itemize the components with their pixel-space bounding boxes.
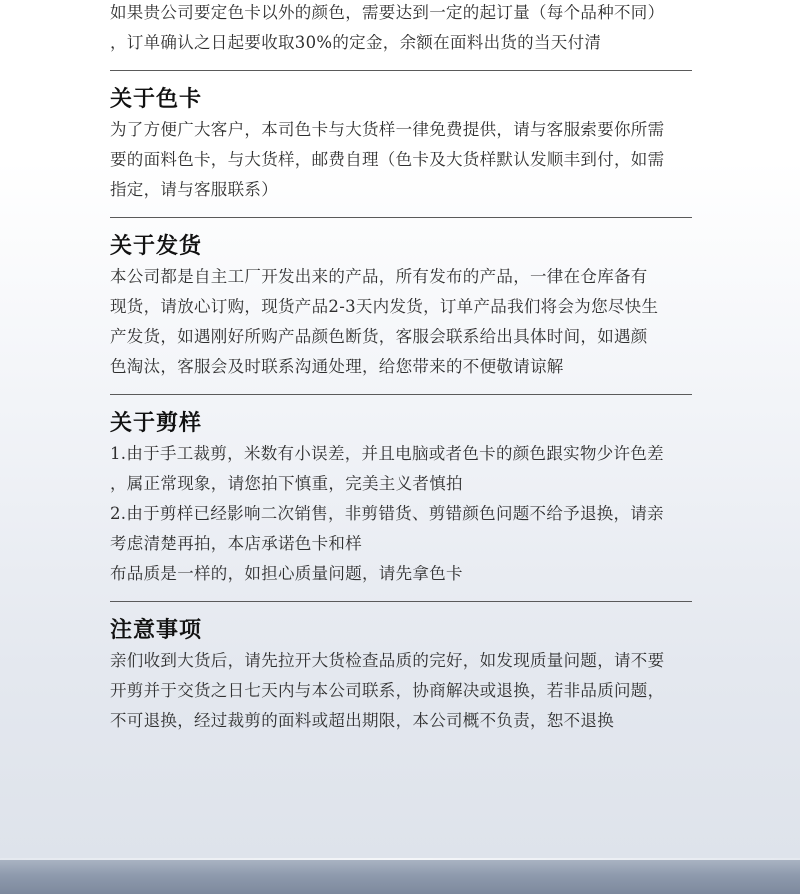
section-title: 注意事项 <box>110 618 203 643</box>
intro-line: 如果贵公司要定色卡以外的颜色，需要达到一定的起订量（每个品种不同） <box>110 3 665 22</box>
section-line: 为了方便广大客户，本司色卡与大货样一律免费提供，请与客服索要你所需 <box>110 120 665 139</box>
section-line: 要的面料色卡，与大货样，邮费自理（色卡及大货样默认发顺丰到付，如需 <box>110 150 665 169</box>
section-shipping <box>110 232 692 382</box>
section-line: 指定，请与客服联系） <box>110 180 278 199</box>
section-line: 考虑清楚再拍，本店承诺色卡和样 <box>110 534 362 553</box>
section-title: 关于色卡 <box>110 87 203 112</box>
section-notes <box>110 616 692 736</box>
section-line: 2.由于剪样已经影响二次销售，非剪错货、剪错颜色问题不给予退换，请亲 <box>110 504 664 523</box>
section-line: 开剪并于交货之日七天内与本公司联系，协商解决或退换，若非品质问题， <box>110 681 665 700</box>
intro-paragraph <box>110 0 692 58</box>
section-line: 布品质是一样的，如担心质量问题，请先拿色卡 <box>110 564 463 583</box>
policy-content <box>110 0 692 736</box>
section-line: 亲们收到大货后，请先拉开大货检查品质的完好，如发现质量问题，请不要 <box>110 651 665 670</box>
section-divider <box>110 217 692 218</box>
section-title: 关于发货 <box>110 234 203 259</box>
section-line: 现货，请放心订购，现货产品2-3天内发货，订单产品我们将会为您尽快生 <box>110 297 659 316</box>
section-line: 不可退换，经过裁剪的面料或超出期限，本公司概不负责，恕不退换 <box>110 711 614 730</box>
section-line: 本公司都是自主工厂开发出来的产品，所有发布的产品，一律在仓库备有 <box>110 267 648 286</box>
section-line: 色淘汰，客服会及时联系沟通处理，给您带来的不便敬请谅解 <box>110 357 564 376</box>
bottom-decorative-band <box>0 860 800 894</box>
section-divider <box>110 394 692 395</box>
section-divider <box>110 601 692 602</box>
section-line: ，属正常现象，请您拍下慎重，完美主义者慎拍 <box>110 474 463 493</box>
section-title: 关于剪样 <box>110 411 203 436</box>
section-color-card <box>110 85 692 205</box>
section-line: 产发货，如遇刚好所购产品颜色断货，客服会联系给出具体时间，如遇颜 <box>110 327 648 346</box>
section-line: 1.由于手工裁剪，米数有小误差，并且电脑或者色卡的颜色跟实物少许色差 <box>110 444 664 463</box>
intro-line: ，订单确认之日起要收取30%的定金，余额在面料出货的当天付清 <box>110 33 602 52</box>
section-swatch-cutting <box>110 409 692 589</box>
section-divider <box>110 70 692 71</box>
